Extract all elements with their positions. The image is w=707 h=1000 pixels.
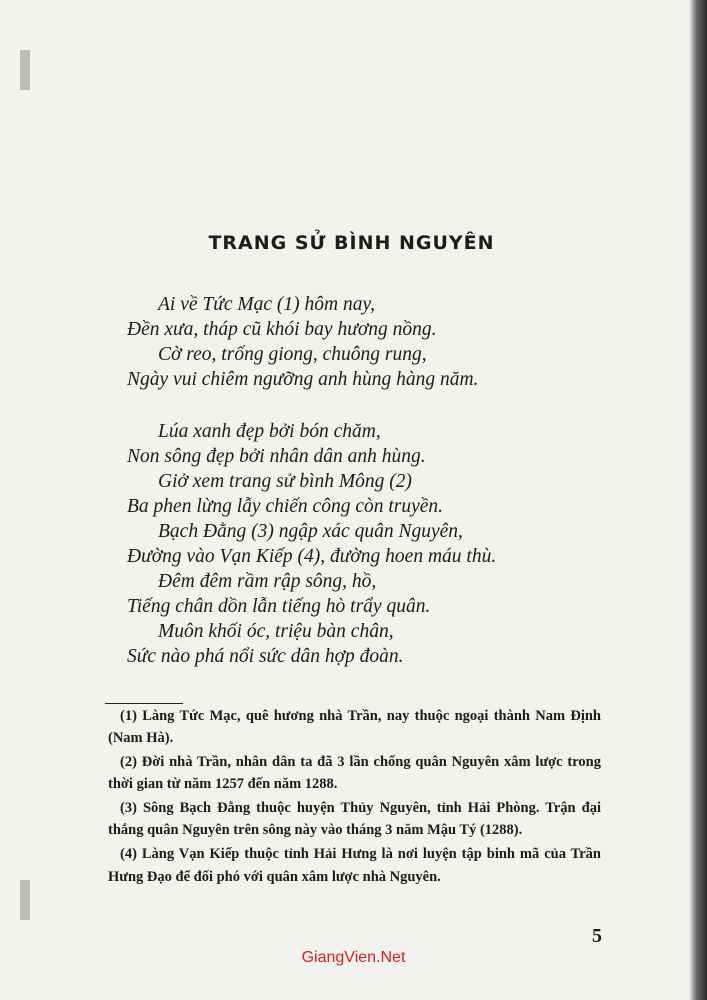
- poem-line: Bạch Đằng (3) ngập xác quân Nguyên,: [158, 521, 463, 542]
- poem-line: Ai về Tức Mạc (1) hôm nay,: [158, 294, 375, 315]
- poem-line: Giở xem trang sử bình Mông (2): [158, 471, 412, 492]
- scan-edge: [689, 0, 707, 1000]
- poem-line: Muôn khối óc, triệu bàn chân,: [158, 621, 394, 642]
- poem: [127, 292, 496, 669]
- footnote: (3) Sông Bạch Đằng thuộc huyện Thủy Nguyên, tỉnh Hải Phòng. Trận đại thắng quân Nguyên trên sông này vào tháng 3 năm Mậu Tý (1288).: [108, 800, 601, 839]
- poem-line: Sức nào phá nổi sức dân hợp đoàn.: [127, 646, 404, 667]
- footnote-divider: [105, 703, 183, 704]
- poem-line: Lúa xanh đẹp bởi bón chăm,: [158, 421, 381, 442]
- watermark: GiangVien.Net: [301, 949, 406, 966]
- poem-line: Đền xưa, tháp cũ khói bay hương nồng.: [127, 319, 437, 340]
- poem-line: Cờ reo, trống giong, chuông rung,: [158, 344, 427, 365]
- page-number: 5: [592, 925, 602, 947]
- footnote: (1) Làng Tức Mạc, quê hương nhà Trần, nay thuộc ngoại thành Nam Định (Nam Hà).: [108, 708, 601, 747]
- footnotes: [108, 705, 601, 889]
- poem-line: Đường vào Vạn Kiếp (4), đường hoen máu thù.: [127, 546, 497, 567]
- footnote: (2) Đời nhà Trần, nhân dân ta đã 3 lần chống quân Nguyên xâm lược trong thời gian từ năm 1257 đến năm 1288.: [108, 754, 601, 793]
- scan-mark: [20, 50, 30, 90]
- footnote: (4) Làng Vạn Kiếp thuộc tỉnh Hải Hưng là nơi luyện tập binh mã của Trần Hưng Đạo để đối phó với quân xâm lược nhà Nguyên.: [108, 846, 601, 885]
- poem-line: Ba phen lừng lẫy chiến công còn truyền.: [127, 496, 444, 517]
- poem-title: TRANG SỬ BÌNH NGUYÊN: [208, 232, 495, 254]
- poem-line: Non sông đẹp bởi nhân dân anh hùng.: [127, 446, 426, 467]
- poem-line: Ngày vui chiêm ngưỡng anh hùng hàng năm.: [127, 369, 479, 390]
- poem-line: Đêm đêm rầm rập sông, hồ,: [158, 571, 377, 592]
- poem-line: Tiếng chân dồn lẫn tiếng hò trẩy quân.: [127, 596, 431, 617]
- scan-mark: [20, 880, 30, 920]
